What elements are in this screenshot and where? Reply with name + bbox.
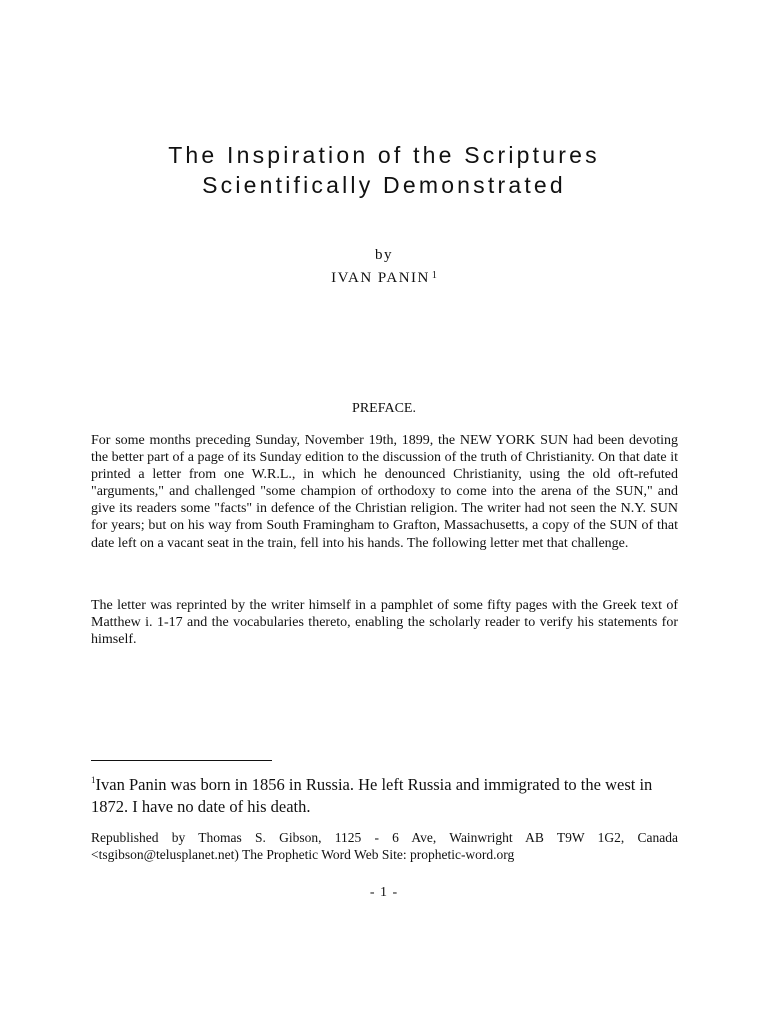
footnote (91, 769, 681, 818)
footnote-marker: 1 (91, 775, 96, 785)
author-name (0, 270, 768, 287)
republished-line-1: Republished by Thomas S. Gibson, 1125 - 6 Ave, Wainwright AB T9W 1G2, Canada (91, 830, 678, 845)
title-line-2: Scientifically Demonstrated (202, 172, 566, 198)
republished-notice (91, 829, 678, 863)
author-name-text: IVAN PANIN (331, 270, 430, 286)
republished-line-2: <tsgibson@telusplanet.net) The Prophetic Word Web Site: prophetic-word.org (91, 847, 515, 862)
page-number: - 1 - (369, 885, 399, 900)
preface-paragraph-1: For some months preceding Sunday, November 19th, 1899, the NEW YORK SUN had been devoting the better part of a page of its Sunday edition to the discussion of the truth of Christianity. On that date it printed a letter from one W.R.L., in which he denounced Christianity, using the old oft-refuted "arguments," and challenged "some champion of orthodoxy to come into the arena of the SUN," and give its readers some "facts" in defence of the Christian religion. The writer had not seen the N.Y. SUN for years; but on his way from South Framingham to Grafton, Massachusetts, a copy of the SUN of that date left on a vacant seat in the train, fell into his hands. The following letter met that challenge. (91, 433, 678, 551)
title-line-1: The Inspiration of the Scriptures (168, 142, 600, 168)
footnote-text: Ivan Panin was born in 1856 in Russia. He left Russia and immigrated to the west in 1872. I have no date of his death. (91, 775, 653, 816)
document-title (0, 140, 768, 200)
preface-heading: PREFACE. (352, 401, 416, 416)
author-footnote-ref: 1 (431, 270, 437, 281)
preface-paragraph-2: The letter was reprinted by the writer himself in a pamphlet of some fifty pages with the Greek text of Matthew i. 1-17 and the vocabularies thereto, enabling the scholarly reader to verify his statements for himself. (91, 598, 678, 648)
byline: by (375, 247, 393, 263)
footnote-divider (91, 760, 272, 761)
